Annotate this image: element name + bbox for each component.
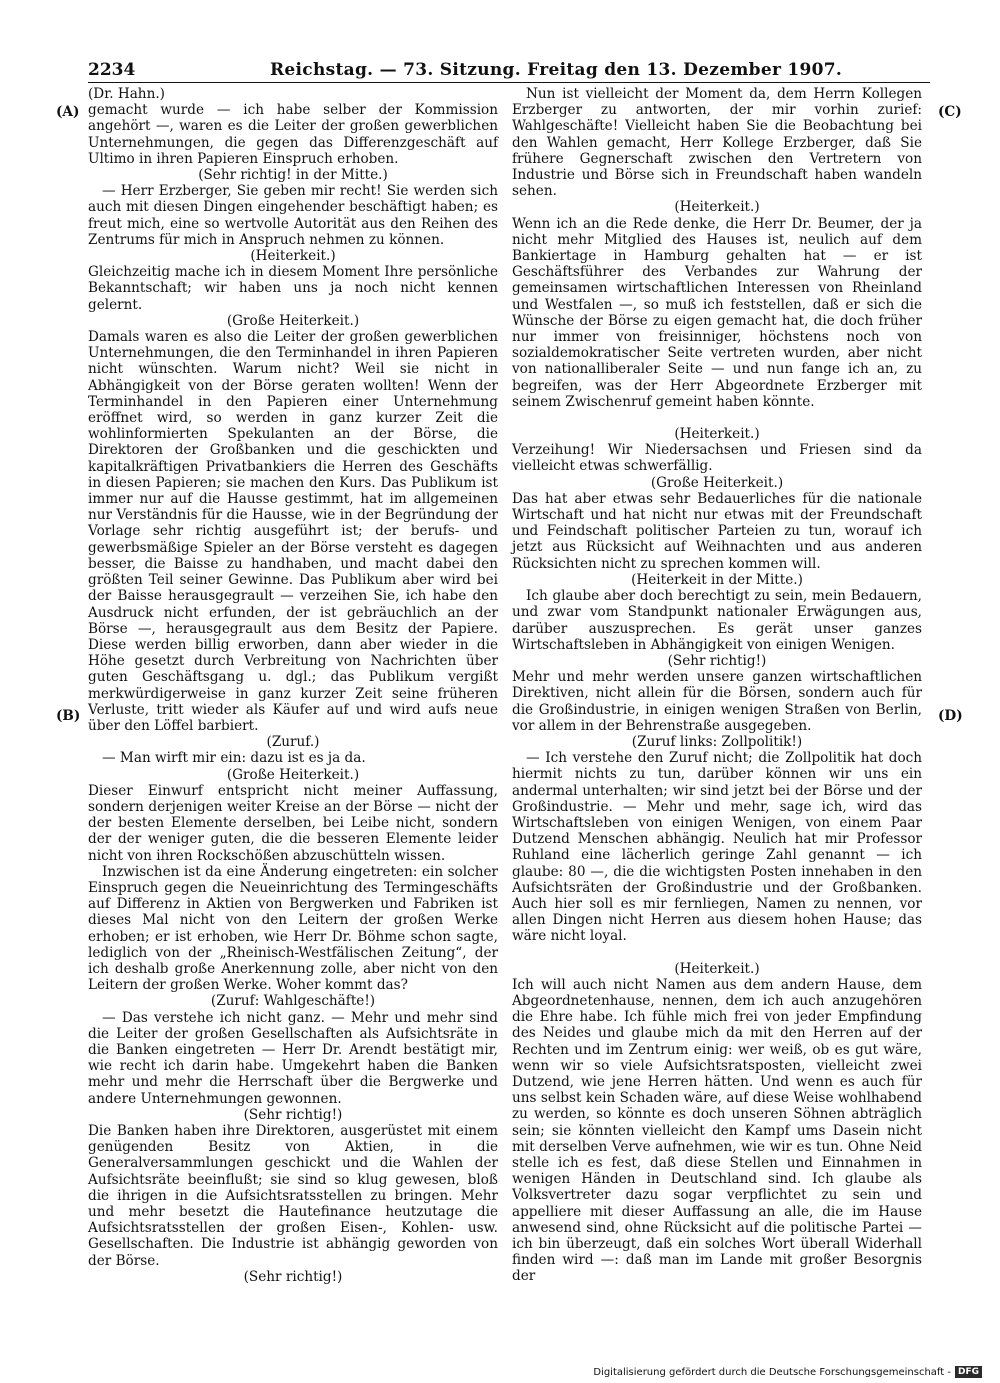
speech-paragraph: Inzwischen ist da eine Änderung eingetreten: ein solcher Einspruch gegen die Neueinrichtung des Termingeschäfts auf Differenz in Aktien von Bergwerken und Fabriken ist dieses Mal nicht von den Leitern der großen Werke erhoben; er ist erhoben, wie Herr Dr. Böhme schon sagte, lediglich von der „Rheinisch-Westfälischen Zeitung“, der ich deshalb große Anerkennung zolle, aber nicht von den Leitern der großen Werke. Woher kommt das?: [88, 863, 498, 994]
speech-paragraph: Die Banken haben ihre Direktoren, ausgerüstet mit einem genügenden Besitz von Aktien, in die Generalversammlungen geschickt und die Wahlen der Aufsichtsräte beeinflußt; sie sind so klug gewesen, bloß die ihrigen in die Aufsichtsratsstellen zu bringen. Mehr und mehr besetzt die Hautefinance heutzutage die Aufsichtsratsstellen der großen Eisen-, Kohlen- usw. Gesellschaften. Die Industrie ist abhängig geworden von der Börse.: [88, 1123, 498, 1269]
speech-paragraph: Verzeihung! Wir Niedersachsen und Friesen sind da vielleicht etwas schwerfällig.: [512, 442, 922, 475]
speech-paragraph: gemacht wurde — ich habe selber der Kommission angehört —, waren es die Leiter der großen gewerblichen Unternehmungen, die gegen das Differenzgeschäft auf Ultimo in ihren Papieren Einspruch erhoben.: [88, 102, 498, 167]
speech-paragraph: — Herr Erzberger, Sie geben mir recht! Sie werden sich auch mit diesen Dingen eingehender beschäftigt haben; es freut mich, eine so wertvolle Autorität aus den Reihen des Zentrums für mich in Anspruch nehmen zu können.: [88, 183, 498, 248]
right-column: [512, 86, 922, 1285]
left-column: [88, 86, 498, 1285]
speech-paragraph: Wenn ich an die Rede denke, die Herr Dr. Beumer, der ja nicht mehr Mitglied des Hauses ist, neulich auf dem Bankiertage in Hamburg gehalten hat — er ist Geschäftsführer des Verbandes zur Wahrung der gemeinsamen wirtschaftlichen Interessen von Rheinland und Westfalen —, so muß ich feststellen, daß er sich die Wünsche der Börse zu eigen gemacht hat, die doch früher nur immer von freisinniger, höchstens noch von sozialdemokratischer Seite vertreten wurden, aber nicht von nationalliberaler Seite — und nun fange ich an, zu begreifen, was der Herr Abgeordnete Erzberger mit seinem Zwischenruf gemeint haben könnte.: [512, 215, 922, 410]
speech-paragraph: — Ich verstehe den Zuruf nicht; die Zollpolitik hat doch hiermit nichts zu tun, darüber können wir uns ein andermal unterhalten; wir sind jetzt bei der Börse und der Großindustrie. — Mehr und mehr, sage ich, wird das Wirtschaftsleben von einigen Wenigen, von einem Paar Dutzend Menschen abhängig. Neulich hat mir Professor Ruhland eine lächerlich geringe Zahl genannt — ich glaube: 80 —, die die wichtigsten Posten innehaben in den Aufsichtsräten der Großindustrie und der Großbanken. Auch hier soll es mir fernliegen, Namen zu nennen, vor allen Dingen nicht Herren aus diesem hohen Hause; das wäre nicht loyal.: [512, 750, 922, 945]
speech-paragraph: Ich will auch nicht Namen aus dem andern Hause, dem Abgeordnetenhause, nennen, dem ich auch anzugehören die Ehre habe. Ich fühle mich frei von jeder Empfindung des Neides und glaube mich da mit den Herren auf der Rechten und im Zentrum einig: wer weiß, ob es gut wäre, wenn wir so viele Aufsichtsratsposten, vielleicht zwei Dutzend, wie jene Herren hätten. Und wenn es auch für uns selbst kein Schaden wäre, auf diese Weise wohlhabend zu werden, so könnte es doch unseren Söhnen abträglich sein; sie könnten vielleicht den Kampf ums Dasein nicht mit derselben Verve aufnehmen, wie wir es tun. Ohne Neid stelle ich es fest, daß diese Stellen und Einnahmen in wenigen Händen in Deutschland sind. Ich glaube als Volksvertreter dazu sogar verpflichtet zu sein und appelliere mit dieser Auffassung an alle, die im Hause anwesend sind, ohne Rücksicht auf die politische Partei — ich bin überzeugt, daß ein solches Wort überall Widerhall finden wird —: daß man im Lande mit großer Besorgnis der: [512, 976, 922, 1285]
interjection: (Große Heiterkeit.): [226, 766, 360, 783]
speech-paragraph: — Das verstehe ich nicht ganz. — Mehr und mehr sind die Leiter der großen Gesellschaften als Aufsichtsräte in die Banken eingetreten — Herr Dr. Arendt bestätigt mir, wie recht ich darin habe. Umgekehrt haben die Banken mehr und mehr die Herrschaft über die Bergwerke und andere Unternehmungen gewonnen.: [88, 1009, 498, 1107]
interjection: (Sehr richtig! in der Mitte.): [198, 167, 388, 184]
speech-paragraph: Damals waren es also die Leiter der großen gewerblichen Unternehmungen, die den Terminhandel in ihren Papieren nicht wünschten. Warum nicht? Weil sie nicht in Abhängigkeit von der Börse geraten wollten! Wenn der Terminhandel in den Papieren einer Unternehmung eröffnet wird, so werden in ganz kurzer Zeit die wohlinformierten Spekulanten an der Börse, die Direktoren der Großbanken und die geschickten und kapitalkräftigen Privatbankiers die Herren des Geschäfts in diesen Papieren; sie machen den Kurs. Das Publikum ist immer nur auf die Hausse gestimmt, hat im allgemeinen nur Verständnis für die Hausse, wie in der Begründung der Vorlage sehr richtig ausgeführt ist; der berufs- und gewerbsmäßige Spieler an der Börse versteht es dagegen besser, die Baisse zu handhaben, und macht dabei den größten Teil seiner Gewinne. Das Publikum aber wird bei der Baisse herausgegrault — verzeihen Sie, ich habe den Ausdruck nicht erfunden, der ist gebräuchlich an der Börse —, herausgegrault aus dem Besitz der Papiere. Diese werden billig erworben, dann aber wieder in die Höhe gesetzt durch Verbreitung von Nachrichten über guten Geschäftsgang u. dgl.; das Publikum vergißt merkwürdigerweise in ganz kurzer Zeit seine früheren Verluste, tritt wieder als Käufer auf und wird aufs neue über den Löffel barbiert.: [88, 329, 498, 734]
interjection: (Heiterkeit.): [674, 199, 760, 216]
speaker-label: (Dr. Hahn.): [88, 86, 165, 102]
footer-text: Digitalisierung gefördert durch die Deutsche Forschungsgemeinschaft -: [593, 1366, 951, 1378]
margin-marker-c: (C): [938, 104, 962, 120]
speech-paragraph: Ich glaube aber doch berechtigt zu sein, mein Bedauern, und zwar vom Standpunkt nationaler Erwägungen aus, darüber auszusprechen. Es gerät unser ganzes Wirtschaftsleben in Abhängigkeit von einigen Wenigen.: [512, 588, 922, 653]
interjection: (Heiterkeit.): [674, 960, 760, 977]
interjection: (Sehr richtig!): [243, 1106, 343, 1123]
paragraph-spacer: [512, 945, 922, 961]
interjection: (Heiterkeit.): [250, 248, 336, 265]
footer-credit: [593, 1366, 982, 1378]
page-number: 2234: [88, 60, 136, 80]
speech-paragraph: Das hat aber etwas sehr Bedauerliches für die nationale Wirtschaft und hat nicht nur etwas mit der Freundschaft und Feindschaft politischer Parteien zu tun, worauf ich jetzt aus Rücksicht auf Weihnachten und aus anderen Rücksichten nicht zu sprechen kommen will.: [512, 490, 922, 572]
interjection: (Zuruf links: Zollpolitik!): [631, 733, 803, 750]
speech-paragraph: Dieser Einwurf entspricht nicht meiner Auffassung, sondern derjenigen weiter Kreise an der Börse — nicht der der besten Elemente derselben, bei Leibe nicht, sondern der der weniger guten, die die besseren Elemente leider nicht von ihren Rockschößen abzuschütteln wissen.: [88, 782, 498, 864]
page-header: [88, 60, 930, 83]
margin-marker-b: (B): [56, 708, 81, 724]
margin-marker-a: (A): [56, 104, 80, 120]
interjection: (Heiterkeit in der Mitte.): [631, 571, 803, 588]
interjection: (Zuruf: Wahlgeschäfte!): [210, 993, 376, 1010]
speech-paragraph: Mehr und mehr werden unsere ganzen wirtschaftlichen Direktiven, nicht allein für die Börsen, sondern auch für die Großindustrie, in einigen wenigen Straßen von Berlin, vor allem in der Behrenstraße ausgegeben.: [512, 669, 922, 734]
speech-paragraph: Nun ist vielleicht der Moment da, dem Herrn Kollegen Erzberger zu antworten, der mir vorhin zurief: Wahlgeschäfte! Vielleicht haben Sie die Beobachtung bei den Wahlen gemacht, Herr Kollege Erzberger, daß Sie frühere Gegnerschaft zwischen den Vertretern von Industrie und Börse sich in Freundschaft haben wandeln sehen.: [512, 86, 922, 200]
interjection: (Große Heiterkeit.): [226, 312, 360, 329]
paragraph-spacer: [512, 410, 922, 426]
margin-marker-d: (D): [938, 708, 963, 724]
running-title: Reichstag. — 73. Sitzung. Freitag den 13. Dezember 1907.: [270, 60, 843, 80]
speech-paragraph: — Man wirft mir ein: dazu ist es ja da.: [102, 750, 366, 767]
interjection: (Zuruf.): [266, 734, 320, 751]
dfg-logo: DFG: [955, 1366, 982, 1378]
interjection: (Sehr richtig!): [243, 1268, 343, 1285]
interjection: (Heiterkeit.): [674, 426, 760, 443]
interjection: (Große Heiterkeit.): [650, 474, 784, 491]
interjection: (Sehr richtig!): [667, 652, 767, 669]
speech-paragraph: Gleichzeitig mache ich in diesem Moment Ihre persönliche Bekanntschaft; wir haben uns ja noch nicht kennen gelernt.: [88, 264, 498, 313]
